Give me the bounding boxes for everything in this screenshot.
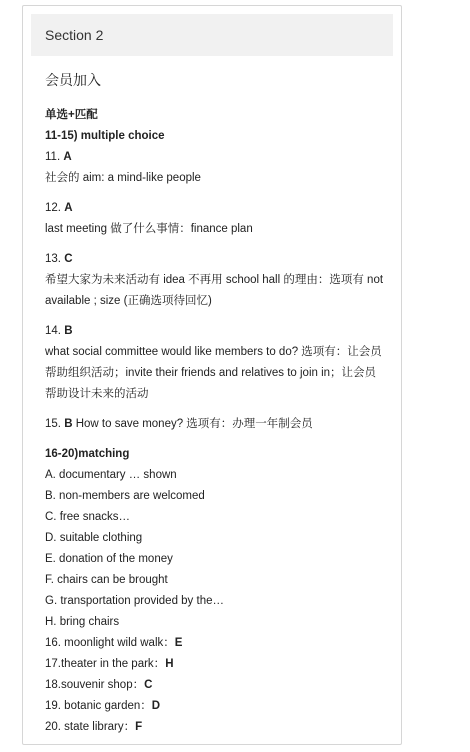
matching-answer-letter: E bbox=[174, 637, 183, 649]
matching-question: 18.souvenir shop： bbox=[45, 679, 145, 691]
q15-number: 15. bbox=[45, 418, 61, 430]
document-card bbox=[22, 5, 402, 745]
matching-option: F. chairs can be brought bbox=[45, 574, 168, 586]
matching-answer bbox=[45, 654, 385, 675]
matching-header: 16-20)matching bbox=[45, 448, 130, 460]
matching-answer bbox=[45, 696, 385, 717]
q11-answer: A bbox=[63, 151, 72, 163]
matching-answer-letter: D bbox=[151, 700, 161, 712]
type-label: 单选+匹配 bbox=[45, 109, 98, 121]
q12-number: 12. bbox=[45, 202, 61, 214]
matching-answer bbox=[45, 717, 385, 738]
matching-answers bbox=[45, 633, 385, 738]
q13-note: 希望大家为未来活动有 idea 不再用 school hall 的理由：选项有 not available ; size (正确选项待回忆) bbox=[45, 274, 384, 307]
q15-answer: B bbox=[64, 418, 73, 430]
matching-question: 20. state library： bbox=[45, 721, 136, 733]
q12-note: last meeting 做了什么事情：finance plan bbox=[45, 223, 253, 235]
q15 bbox=[45, 414, 385, 435]
matching-option: A. documentary … shown bbox=[45, 469, 177, 481]
q15-note: How to save money? 选项有：办理一年制会员 bbox=[75, 418, 313, 430]
matching-answer-letter: C bbox=[144, 679, 153, 691]
matching-options bbox=[45, 465, 385, 633]
mc-header: 11-15) multiple choice bbox=[45, 130, 165, 142]
q11-note: 社会的 aim: a mind-like people bbox=[45, 172, 201, 184]
section-header: Section 2 bbox=[31, 14, 393, 56]
q12-answer: A bbox=[64, 202, 73, 214]
matching-answer-letter: H bbox=[165, 658, 174, 670]
q11-number: 11. bbox=[45, 151, 61, 163]
content bbox=[45, 70, 385, 738]
matching-question: 17.theater in the park： bbox=[45, 658, 166, 670]
matching-answer bbox=[45, 675, 385, 696]
q14-number: 14. bbox=[45, 325, 61, 337]
matching-option: B. non-members are welcomed bbox=[45, 490, 205, 502]
matching-answer-letter: F bbox=[135, 721, 143, 733]
matching-question: 19. botanic garden： bbox=[45, 700, 152, 712]
matching-option: E. donation of the money bbox=[45, 553, 173, 565]
matching-option: G. transportation provided by the… bbox=[45, 595, 224, 607]
q14-note: what social committee would like members to do? 选项有：让会员帮助组织活动；invite their friends and relatives to join in；让会员帮助设计未来的活动 bbox=[45, 346, 382, 400]
q12 bbox=[45, 198, 385, 240]
q13-answer: C bbox=[64, 253, 73, 265]
q13-number: 13. bbox=[45, 253, 61, 265]
matching-answer bbox=[45, 633, 385, 654]
matching-question: 16. moonlight wild walk： bbox=[45, 637, 175, 649]
q14 bbox=[45, 321, 385, 405]
q13 bbox=[45, 249, 385, 312]
page-title: 会员加入 bbox=[45, 72, 101, 88]
q11 bbox=[45, 147, 385, 189]
matching-option: D. suitable clothing bbox=[45, 532, 143, 544]
matching-option: H. bring chairs bbox=[45, 616, 120, 628]
q14-answer: B bbox=[64, 325, 73, 337]
matching-option: C. free snacks… bbox=[45, 511, 130, 523]
